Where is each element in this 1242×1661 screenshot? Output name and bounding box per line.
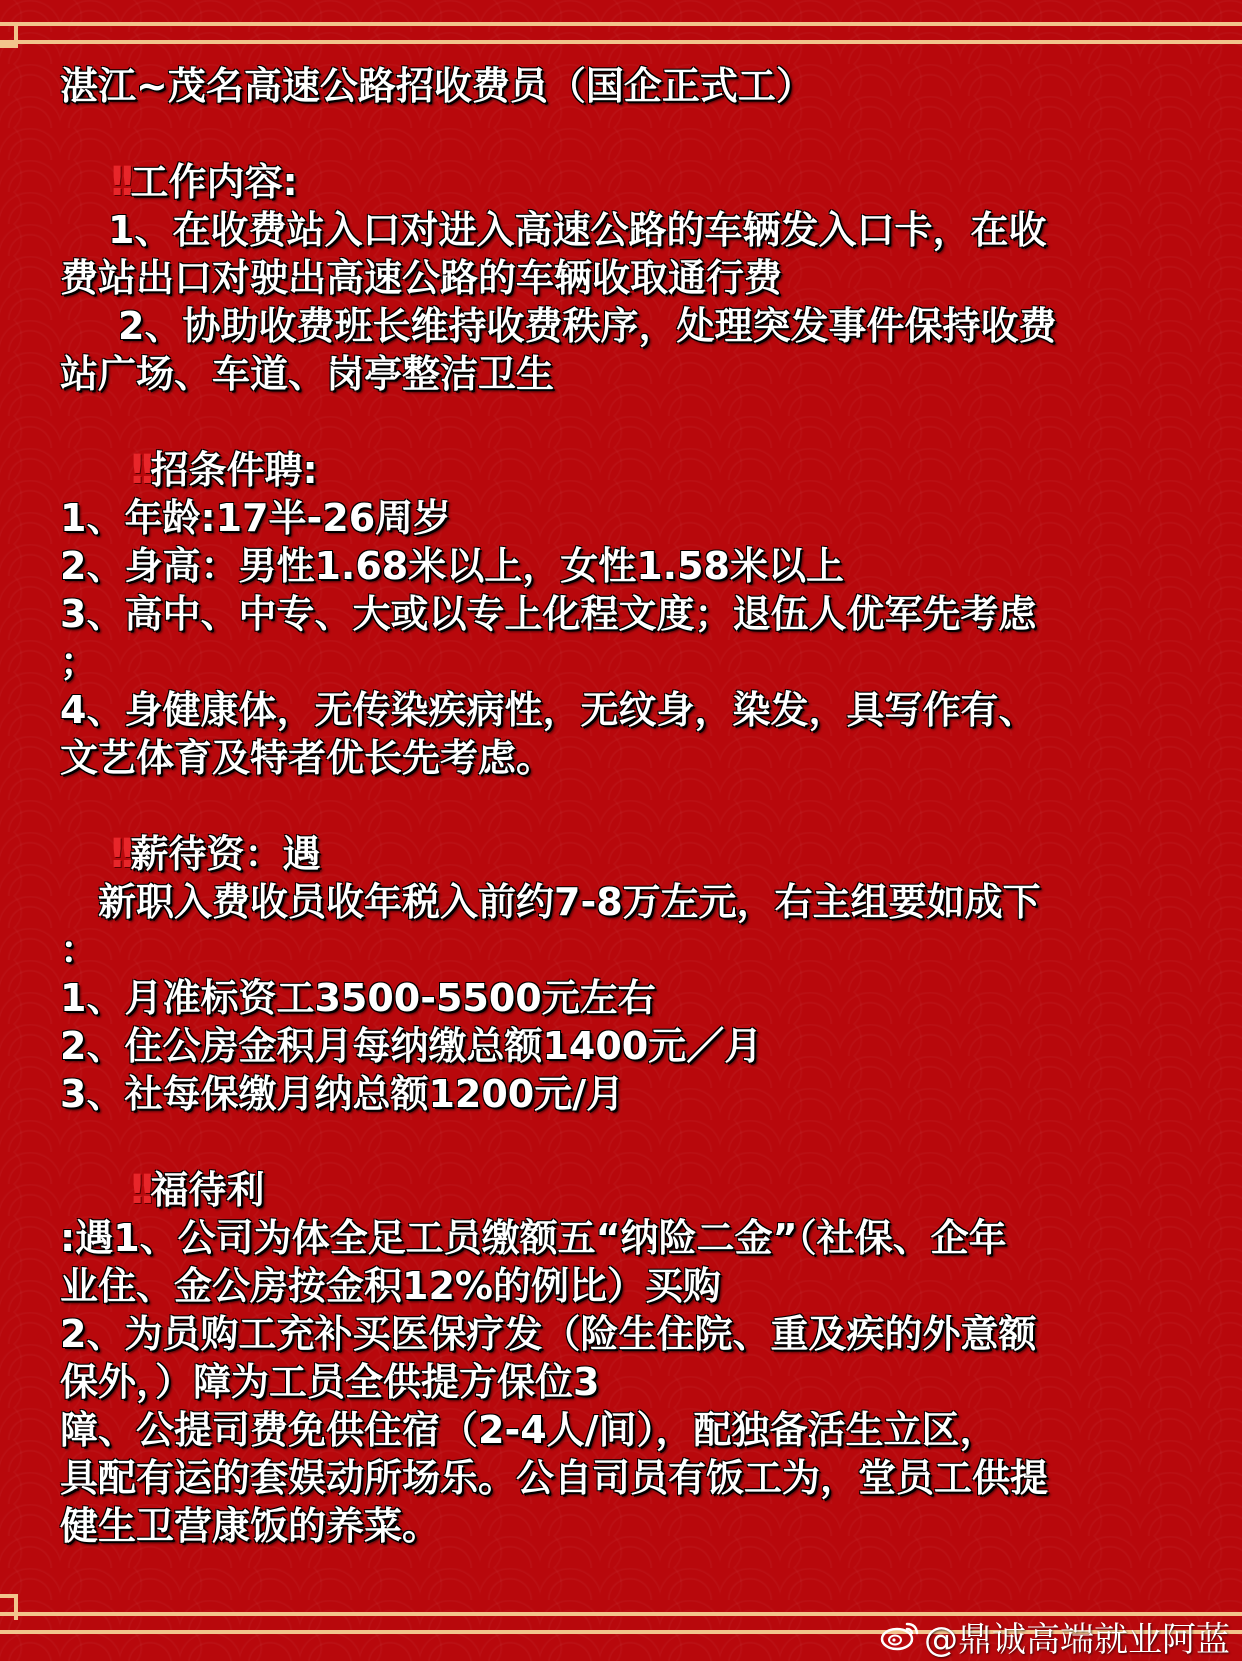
list-item: 站广场、车道、岗亭整洁卫生 — [60, 352, 555, 396]
list-item: 文艺体育及特者优长先考虑。 — [60, 736, 555, 780]
corner-ornament — [0, 1594, 18, 1620]
list-item: 1、在收费站入口对进入高速公路的车辆发入口卡，在收 — [108, 208, 1047, 252]
list-item: 具配有运的套娱动所场乐。公自司员有饭工为，堂员工供提 — [60, 1456, 1049, 1500]
watermark-text: @鼎诚高端就业阿蓝 — [924, 1619, 1230, 1660]
list-item: 保外，）障为工员全供提方保位3 — [60, 1360, 600, 1404]
double-exclamation-icon: !! — [108, 159, 129, 205]
top-border-line — [0, 40, 1242, 44]
list-item: 业住、金公房按金积12%的例比）买购 — [60, 1264, 721, 1308]
list-item: 1、月准标资工3500-5500元左右 — [60, 976, 656, 1020]
double-exclamation-icon: !! — [128, 447, 149, 493]
list-item: 3、社每保缴月纳总额1200元/月 — [60, 1072, 625, 1116]
weibo-watermark — [880, 1614, 1230, 1658]
section-heading-duties: !! 工作内容: — [108, 159, 298, 205]
list-item: 健生卫营康饭的养菜。 — [60, 1504, 441, 1548]
list-item: 2、住公房金积月每纳缴总额1400元／月 — [60, 1024, 763, 1068]
list-item: 新职入费收员收年税入前约7-8万左元，右主组要如成下 — [98, 880, 1041, 924]
section-heading-benefits: !! 福待利 — [128, 1167, 265, 1213]
list-item: 2、协助收费班长维持收费秩序，处理突发事件保持收费 — [118, 304, 1057, 348]
list-item: 3、高中、中专、大或以专上化程文度；退伍人优军先考虑 — [60, 592, 1037, 636]
list-item: :遇1、公司为体全足工员缴额五“纳险二金”（社保、企年 — [60, 1216, 1007, 1260]
list-item: 2、为员购工充补买医保疗发（险生住院、重及疾的外意额 — [60, 1312, 1037, 1356]
list-item: 4、身健康体，无传染疾病性，无纹身，染发，具写作有、 — [60, 688, 1037, 732]
list-item: 费站出口对驶出高速公路的车辆收取通行费 — [60, 256, 783, 300]
section-heading-requirements: !! 招条件聘: — [128, 447, 318, 493]
list-item: ； — [60, 640, 99, 684]
top-border-line — [0, 22, 1242, 26]
section-heading-salary: !! 薪待资：遇 — [108, 831, 321, 877]
double-exclamation-icon: !! — [108, 831, 129, 877]
list-item: 障、公提司费免供住宿（2-4人/间），配独备活生立区， — [60, 1408, 998, 1452]
double-exclamation-icon: !! — [128, 1167, 149, 1213]
weibo-icon — [880, 1620, 920, 1652]
corner-ornament — [0, 22, 18, 48]
list-item: 2、身高：男性1.68米以上，女性1.58米以上 — [60, 544, 844, 588]
list-item: 1、年龄:17半-26周岁 — [60, 496, 452, 540]
page-title: 湛江~茂名高速公路招收费员（国企正式工） — [60, 64, 814, 108]
job-post — [60, 62, 1190, 1550]
list-item: ： — [60, 928, 99, 972]
